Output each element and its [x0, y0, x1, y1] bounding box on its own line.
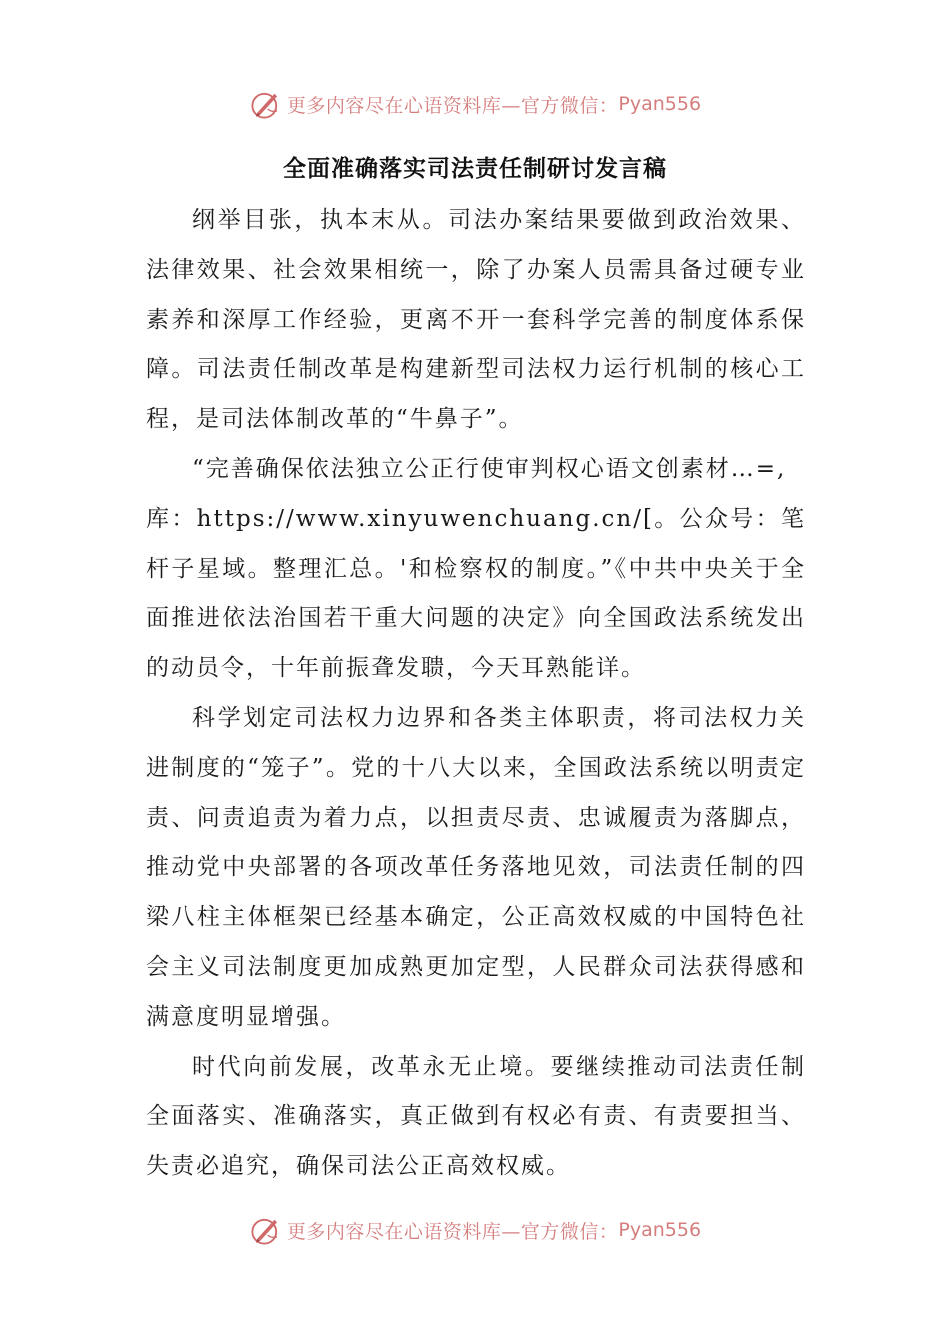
banner-wechat-id: Pyan556: [618, 1219, 702, 1241]
banner-text: 更多内容尽在心语资料库—官方微信：: [286, 94, 619, 117]
paragraph-4: 科学划定司法权力边界和各类主体职责，将司法权力关进制度的“笼子”。党的十八大以来，全国政法系统以明责定责、问责追责为着力点，以担责尽责、忠诚履责为落脚点，推动党中央部署的各项改革任务落地见效，司法责任制的四梁八柱主体框架已经基本确定，公正高效权威的中国特色社会主义司法制度更加成熟更加定型，人民群众司法获得感和满意度明显增强。: [146, 704, 806, 1030]
document-body: [146, 196, 806, 1192]
banner-text: 更多内容尽在心语资料库—官方微信：: [286, 1220, 619, 1243]
banner-wechat-id: Pyan556: [618, 93, 702, 115]
header-watermark-banner: [0, 84, 950, 124]
document-title: 全面准确落实司法责任制研讨发言稿: [283, 156, 667, 182]
paragraph-3: 库：https://www.xinyuwenchuang.cn/[。公众号：笔杆子星域。整理汇总。'和检察权的制度。”《中共中央关于全面推进依法治国若干重大问题的决定》向全国政法系统发出的动员令，十年前振聋发聩，今天耳熟能详。: [146, 505, 806, 682]
pen-logo-icon: [249, 1213, 283, 1247]
paragraph-5: 时代向前发展，改革永无止境。要继续推动司法责任制全面落实、准确落实，真正做到有权必有责、有责要担当、失责必追究，确保司法公正高效权威。: [146, 1053, 806, 1180]
paragraph-1: 纲举目张，执本末从。司法办案结果要做到政治效果、法律效果、社会效果相统一，除了办案人员需具备过硬专业素养和深厚工作经验，更离不开一套科学完善的制度体系保障。司法责任制改革是构建新型司法权力运行机制的核心工程，是司法体制改革的“牛鼻子”。: [146, 207, 806, 433]
paragraph-2: “完善确保依法独立公正行使审判权心语文创素材…=,: [192, 455, 787, 482]
pen-logo-icon: [249, 87, 283, 121]
footer-watermark-banner: [0, 1210, 950, 1250]
